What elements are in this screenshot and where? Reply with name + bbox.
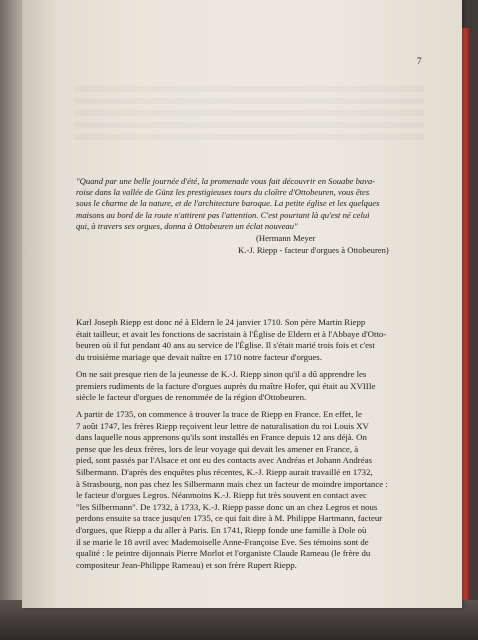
text-line: premiers rudiments de la facture d'orgues auprès du maître Hofer, qui était au XVIIIe [76, 380, 376, 391]
epigraph-quote [76, 176, 430, 232]
text-line: pense que les deux frères, lors de leur voyage qui devait les amener en France, à [76, 443, 359, 454]
quote-line: sous le charme de la nature, et de l'architecture baroque. La petite église et les quelques [76, 198, 380, 209]
attribution-author: (Hermann Meyer [256, 233, 316, 243]
text-line: Karl Joseph Riepp est donc né à Eldern le 24 janvier 1710. Son père Martin Riepp [76, 317, 366, 327]
text-line: "les Silbermann". De 1732, à 1733, K.-J. Riepp passe donc un an chez Legros et nous [76, 501, 378, 512]
quote-line: qui, à travers ses orgues, donna à Ottobeuren un éclat nouveau" [76, 220, 298, 231]
text-line: du troisième mariage que devait naître en 1710 notre facteur d'orgues. [76, 351, 322, 362]
text-line: il se marie le 18 avril avec Mademoiselle Anne-Françoise Eve. Ses témoins sont de [76, 536, 369, 547]
text-line: le facteur d'orgues Legros. Néanmoins K.-J. Riepp fut très souvent en contact avec [76, 490, 367, 501]
quote-attribution [238, 233, 438, 256]
text-line: perdons ensuite sa trace jusqu'en 1735, ce qui fait dire à M. Philippe Hartmann, facteur [76, 513, 383, 524]
text-line: siècle le facteur d'orgues de renommée de la région d'Ottobeuren. [76, 392, 307, 403]
paragraph-birth [76, 317, 430, 363]
paragraph-france [76, 409, 430, 571]
text-line: Silbermann. D'après des enquêtes plus récentes, K.-J. Riepp aurait travaillé en 1732, [76, 466, 373, 477]
page-number: 7 [417, 56, 422, 66]
quote-line: roise dans la vallée de Günz les prestigieuses tours du cloître d'Ottobeuren, vous êtes [76, 187, 370, 198]
text-line: compositeur Jean-Philippe Rameau) et son frère Rupert Riepp. [76, 559, 297, 570]
quote-line: "Quand par une belle journée d'été, la promenade vous fait découvrir en Souabe bava- [76, 176, 376, 186]
attribution-source: K.-J. Riepp - facteur d'orgues à Ottobeuren) [238, 244, 389, 255]
text-line: qualité : le peintre dijonnais Pierre Morlot et l'organiste Claude Rameau (le frère du [76, 548, 371, 559]
text-line: A partir de 1735, on commence à trouver la trace de Riepp en France. En effet, le [76, 409, 362, 419]
text-line: On ne sait presque rien de la jeunesse de K.-J. Riepp sinon qu'il a dû apprendre les [76, 369, 367, 379]
text-line: dans laquelle nous apprenons qu'ils sont installés en France depuis 12 ans déjà. On [76, 432, 367, 443]
text-line: pied, sont passés par l'Alsace et ont eu des contacts avec Andréas et Johann Andréas [76, 455, 372, 466]
text-line: beuren où il fut pendant 40 ans au service de l'Église. Il s'était marié trois fois et c'est [76, 340, 375, 351]
text-line: à Strasbourg, non pas chez les Silbermann mais chez un facteur de moindre importance : [76, 478, 388, 489]
show-through-text [74, 86, 424, 146]
text-line: 7 août 1747, les frères Riepp reçoivent leur lettre de naturalisation du roi Louis XV [76, 420, 369, 431]
quote-line: maisons au bord de la route n'attirent pas l'attention. C'est pourtant là qu'est né celui [76, 209, 370, 220]
text-line: était tailleur, et avait les fonctions de sacristain à l'Église de Eldern et à l'Abbaye d'Otto- [76, 328, 387, 339]
text-line: d'orgues, que Riepp a du aller à Paris. En 1741, Riepp fonde une famille à Dole où [76, 524, 367, 535]
paragraph-youth [76, 369, 430, 404]
